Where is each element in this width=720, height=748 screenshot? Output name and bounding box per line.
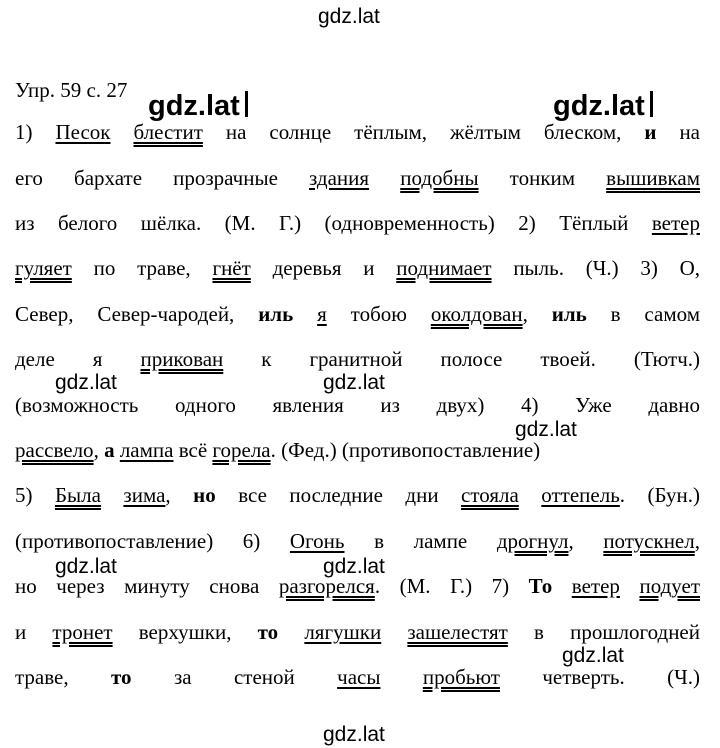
watermark: gdz.lat (323, 371, 385, 394)
predicate-word: поднимает (396, 256, 492, 280)
text-segment: (противопоставление) 6) (15, 529, 290, 553)
text-segment: в лампе (344, 529, 497, 553)
text-segment: 1) (15, 120, 56, 144)
text-segment: , (694, 529, 700, 553)
predicate-word: подует (639, 574, 700, 598)
text-segment (369, 166, 400, 190)
predicate-word: подобны (400, 166, 479, 190)
predicate-word: стояла (461, 483, 519, 507)
watermark-large-right: gdz.lat (553, 90, 645, 122)
text-line-11 (15, 576, 700, 597)
predicate-word: зашелестят (407, 620, 508, 644)
watermark-large-left: gdz.lat (148, 90, 240, 122)
predicate-word: потускнел (603, 529, 695, 553)
watermark-bottom: gdz.lat (323, 723, 385, 746)
text-segment: , (165, 483, 194, 507)
text-segment: четверть. (Ч.) (499, 665, 700, 689)
predicate-word: блестит (133, 120, 203, 144)
text-segment: тонким (478, 166, 607, 190)
conjunction: и (644, 120, 657, 144)
text-segment: всё (173, 438, 213, 462)
text-segment: в прошлогодней (507, 620, 700, 644)
predicate-word: Была (54, 483, 101, 507)
text-segment (111, 120, 134, 144)
conjunction: но (193, 483, 216, 507)
text-segment: и (15, 620, 53, 644)
text-segment: траве, (15, 665, 112, 689)
subject-word: я (317, 302, 327, 326)
text-segment: все последние дни (215, 483, 462, 507)
text-segment: деревья и (250, 256, 397, 280)
text-segment: , (93, 438, 105, 462)
subject-word: лягушки (304, 620, 382, 644)
text-segment: . (М. Г.) 7) (374, 574, 529, 598)
text-segment: верхушки, (112, 620, 258, 644)
text-segment (381, 620, 407, 644)
text-segment: Север, Север-чародей, (15, 302, 259, 326)
conjunction: То (528, 574, 553, 598)
text-segment: , (568, 529, 604, 553)
predicate-word: прикован (140, 347, 224, 371)
subject-word: Песок (55, 120, 111, 144)
predicate-word: гнёт (212, 256, 251, 280)
text-segment: . (Бун.) (619, 483, 701, 507)
predicate-word: вышивкам (606, 166, 701, 190)
text-line-6 (15, 349, 700, 370)
text-segment: его бархате прозрачные (15, 166, 310, 190)
predicate-word: рассвело (15, 438, 94, 462)
text-segment (101, 483, 123, 507)
predicate-word: дрогнул (496, 529, 569, 553)
conjunction: иль (258, 302, 294, 326)
text-segment: за стеной (131, 665, 338, 689)
text-segment: по траве, (71, 256, 213, 280)
conjunction: то (257, 620, 279, 644)
watermark: gdz.lat (562, 644, 624, 667)
text-line-4 (15, 258, 700, 279)
subject-word: ветер (651, 211, 700, 235)
subject-word: здания (309, 166, 370, 190)
text-segment (552, 574, 572, 598)
text-segment: в самом (586, 302, 701, 326)
text-line-3 (15, 213, 700, 234)
text-segment: но через минуту снова (15, 574, 279, 598)
text-line-8 (15, 440, 700, 461)
text-line-7 (15, 395, 700, 416)
text-segment (278, 620, 304, 644)
text-segment: на солнце тёплым, жёлтым блеском, (202, 120, 645, 144)
text-line-1 (15, 122, 700, 143)
predicate-word: пробьют (422, 665, 500, 689)
subject-word: оттепель (541, 483, 620, 507)
watermark: gdz.lat (515, 418, 577, 441)
text-segment: из белого шёлка. (М. Г.) (одновременность) 2) Тёплый (15, 211, 652, 235)
text-segment (620, 574, 640, 598)
subject-word: ветер (571, 574, 620, 598)
predicate-word: гуляет (15, 256, 72, 280)
subject-word: часы (337, 665, 381, 689)
text-line-5 (15, 304, 700, 325)
predicate-word: разгорелся (278, 574, 375, 598)
text-segment (380, 665, 422, 689)
subject-word: лампа (119, 438, 174, 462)
subject-word: Огонь (289, 529, 345, 553)
watermark: gdz.lat (55, 371, 117, 394)
watermark: gdz.lat (323, 555, 385, 578)
text-segment (293, 302, 317, 326)
text-segment: тобою (326, 302, 431, 326)
text-line-9 (15, 485, 700, 506)
conjunction: а (104, 438, 115, 462)
text-segment: пыль. (Ч.) 3) О, (491, 256, 701, 280)
watermark-top: gdz.lat (318, 5, 380, 28)
conjunction: иль (551, 302, 587, 326)
text-line-10 (15, 531, 700, 552)
text-segment: деле я (15, 347, 141, 371)
text-line-13 (15, 667, 700, 688)
predicate-word: горела (212, 438, 271, 462)
text-segment (519, 483, 541, 507)
text-segment: на (656, 120, 701, 144)
text-segment: к гранитной полосе твоей. (Тютч.) (223, 347, 701, 371)
watermark: gdz.lat (55, 555, 117, 578)
text-line-2 (15, 168, 700, 189)
text-segment: 5) (15, 483, 55, 507)
predicate-word: околдован (430, 302, 523, 326)
text-line-12 (15, 622, 700, 643)
subject-word: зима (123, 483, 166, 507)
conjunction: то (111, 665, 132, 689)
predicate-word: тронет (52, 620, 113, 644)
text-segment: , (522, 302, 552, 326)
text-segment: (возможность одного явления из двух) 4) Уже давно (15, 393, 700, 417)
text-segment: . (Фед.) (противопоставление) (270, 438, 541, 462)
exercise-label: Упр. 59 с. 27 (15, 78, 128, 102)
